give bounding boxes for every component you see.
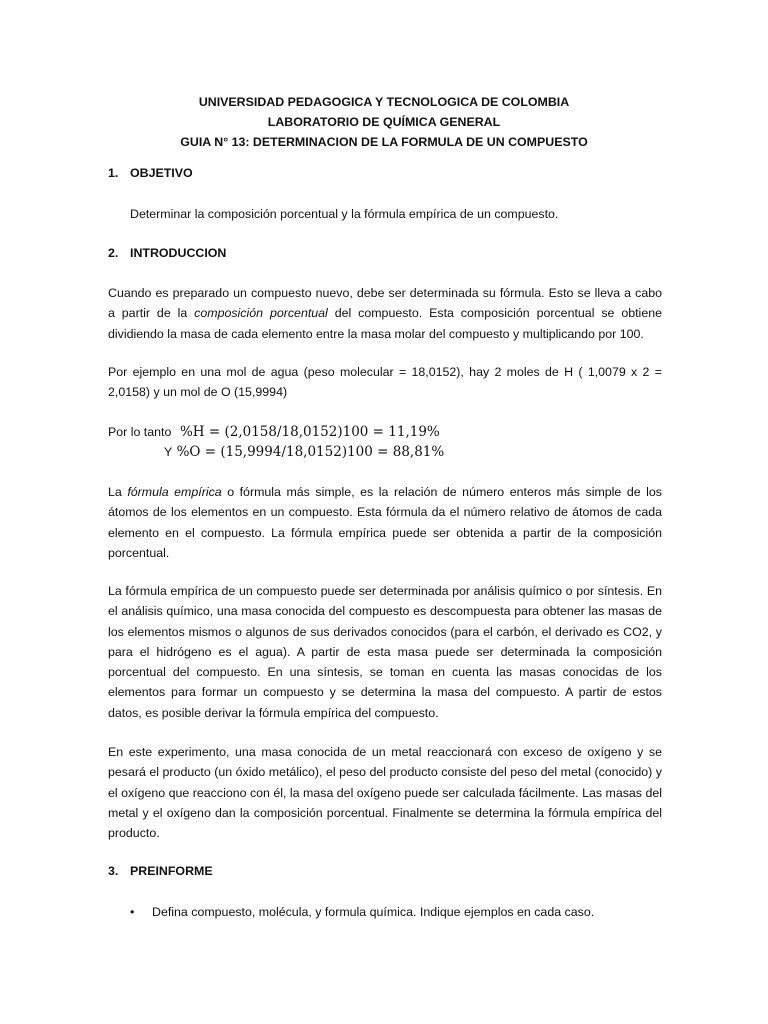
intro-paragraph-1 bbox=[108, 283, 662, 344]
intro-paragraph-3 bbox=[108, 482, 662, 563]
section-number: 1. bbox=[108, 166, 119, 180]
section-objetivo-heading bbox=[108, 164, 193, 182]
lab-name: LABORATORIO DE QUÍMICA GENERAL bbox=[267, 115, 501, 129]
intro-p3-end: o fórmula más simple, es la relación de número enteros más simple de los átomos de los elementos en un compuesto. Esta fórmula da el número relativo de átomos de cada elemento en el compuesto. La fórmula empírica puede ser obtenida a partir de la composición porcentual. bbox=[108, 485, 662, 560]
intro-paragraph-5: En este experimento, una masa conocida de un metal reaccionará con exceso de oxígeno y se pesará el producto (un óxido metálico), el peso del producto consiste del peso del metal (conocido) y el oxígeno que reacciono con él, la masa del oxígeno puede ser calculada fácilmente. Las masas del metal y el oxígeno dan la composición porcentual. Finalmente se determina la fórmula empírica del producto. bbox=[108, 745, 662, 841]
section-introduccion-heading bbox=[108, 244, 226, 262]
formula-label: Por lo tanto bbox=[108, 425, 172, 439]
intro-p3-start: La bbox=[108, 485, 128, 499]
section-number: 3. bbox=[108, 864, 119, 878]
section-number: 2. bbox=[108, 246, 119, 260]
intro-paragraph-4: La fórmula empírica de un compuesto puede ser determinada por análisis químico o por síntesis. En el análisis químico, una masa conocida del compuesto es descompuesta para obtener las masas de los elementos mismos o algunos de sus derivados conocidos (para el carbón, el derivado es CO2, y para el hidrógeno es el agua). A partir de esta masa puede ser determinada la composición porcentual del compuesto. En una síntesis, se toman en cuenta las masas conocidas de los elementos para formar un compuesto y se determina la masa del compuesto. A partir de estos datos, es posible derivar la fórmula empírica del compuesto. bbox=[108, 584, 662, 720]
preinforme-item-1 bbox=[130, 903, 594, 921]
guide-title: GUIA N° 13: DETERMINACION DE LA FORMULA DE UN COMPUESTO bbox=[180, 135, 588, 149]
section-preinforme-heading bbox=[108, 862, 213, 880]
intro-p1-end: del compuesto. Esta composición porcentual se obtiene dividiendo la masa de cada elemento entre la masa molar del compuesto y multiplicando por 100. bbox=[108, 306, 662, 341]
preinforme-item-text: Defina compuesto, molécula, y formula química. Indique ejemplos en cada caso. bbox=[152, 905, 595, 919]
university-name: UNIVERSIDAD PEDAGOGICA Y TECNOLOGICA DE COLOMBIA bbox=[198, 95, 570, 109]
formula-hydrogen bbox=[108, 422, 440, 442]
document-header bbox=[0, 92, 768, 152]
formula-label: Y bbox=[164, 445, 173, 459]
formula-empirica-term: fórmula empírica bbox=[127, 485, 222, 499]
formula-expression: %O = (15,9994/18,0152)100 = 88,81% bbox=[176, 444, 445, 460]
composicion-porcentual-term: composición porcentual bbox=[194, 306, 328, 321]
section-title: INTRODUCCION bbox=[130, 246, 227, 260]
formula-oxygen bbox=[164, 442, 444, 462]
intro-p1-start: Cuando es preparado un compuesto nuevo, debe ser determinada su fórmula. Esto se lleva a cabo a partir de la bbox=[108, 286, 662, 321]
section-title: OBJETIVO bbox=[130, 166, 193, 180]
section-title: PREINFORME bbox=[130, 864, 213, 878]
intro-paragraph-2: Por ejemplo en una mol de agua (peso molecular = 18,0152), hay 2 moles de H ( 1,0079 x 2 = 2,0158) y un mol de O (15,9994) bbox=[108, 365, 662, 400]
objetivo-text: Determinar la composición porcentual y la fórmula empírica de un compuesto. bbox=[130, 207, 559, 221]
formula-expression: %H = (2,0158/18,0152)100 = 11,19% bbox=[179, 424, 440, 440]
bullet-icon: • bbox=[130, 905, 135, 919]
